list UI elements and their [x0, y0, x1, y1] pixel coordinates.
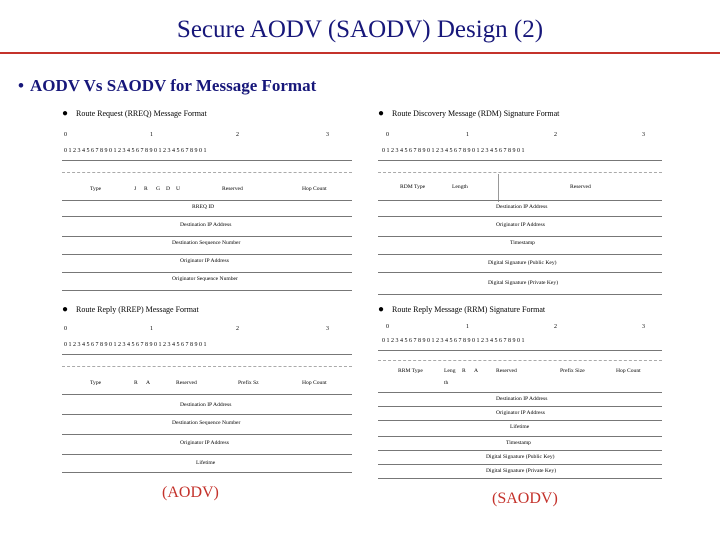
scale-label: 0	[64, 326, 67, 332]
field-flag-r: R	[134, 380, 138, 386]
row-divider	[378, 450, 662, 451]
field-row: Digital Signature (Private Key)	[488, 280, 559, 286]
bullet-dot-icon: •	[18, 76, 24, 95]
scale-label: 2	[236, 132, 239, 138]
field-row: Originator IP Address	[180, 258, 229, 264]
rrep-panel-title	[62, 304, 199, 315]
row-divider	[62, 414, 352, 415]
row-divider	[62, 394, 352, 395]
field-flag-d: D	[166, 186, 171, 192]
field-hop-count: Hop Count	[302, 380, 327, 386]
field-prefix-size: Prefix Sz	[238, 380, 259, 386]
field-row: Destination IP Address	[496, 204, 548, 210]
row-divider	[62, 216, 352, 217]
row-divider	[378, 420, 662, 421]
rdm-panel-title	[378, 108, 559, 119]
row-divider	[62, 290, 352, 291]
row-divider	[378, 254, 662, 255]
row-divider	[62, 434, 352, 435]
row-divider	[378, 464, 662, 465]
scale-label: 3	[642, 324, 645, 330]
field-prefix-size: Prefix Size	[560, 368, 585, 374]
field-row: Digital Signature (Public Key)	[486, 454, 555, 460]
rdm-bit-scale	[378, 132, 662, 142]
row-divider	[378, 436, 662, 437]
bullet-dot-icon: ●	[378, 108, 385, 119]
row-divider	[378, 478, 662, 479]
field-row: Originator IP Address	[496, 222, 545, 228]
slide-title: Secure AODV (SAODV) Design (2)	[176, 16, 544, 43]
rrm-bit-numbers	[378, 336, 662, 348]
field-row: Destination Sequence Number	[172, 240, 241, 246]
field-flag-j: J	[134, 186, 137, 192]
field-rrm-type: RRM Type	[398, 368, 423, 374]
scale-label: 0	[386, 132, 389, 138]
row-divider	[62, 272, 352, 273]
column-divider	[498, 174, 499, 202]
field-flag-a: A	[146, 380, 151, 386]
scale-label: 3	[642, 132, 645, 138]
rrep-bit-numbers	[62, 340, 352, 352]
row-divider	[62, 366, 352, 367]
row-divider	[62, 172, 352, 173]
row-divider	[378, 236, 662, 237]
rdm-title-text: Route Discovery Message (RDM) Signature Format	[392, 109, 560, 118]
field-row: Digital Signature (Public Key)	[488, 260, 557, 266]
bullet-dot-icon: ●	[378, 304, 385, 315]
row-divider	[62, 254, 352, 255]
row-divider	[378, 392, 662, 393]
row-divider	[378, 406, 662, 407]
row-divider	[378, 272, 662, 273]
row-divider	[62, 454, 352, 455]
field-row: Originator IP Address	[496, 410, 545, 416]
field-flag-a: A	[474, 368, 479, 374]
bullet-text: AODV Vs SAODV for Message Format	[29, 76, 317, 95]
field-length: Length	[452, 184, 468, 190]
rrep-bit-scale	[62, 326, 352, 336]
scale-label: 2	[554, 132, 557, 138]
rreq-panel-title	[62, 108, 207, 119]
row-divider	[62, 236, 352, 237]
bullet-item	[18, 76, 316, 96]
field-reserved: Reserved	[570, 184, 591, 190]
scale-label: 1	[150, 326, 153, 332]
field-flag-r: R	[462, 368, 466, 374]
field-rdm-type: RDM Type	[400, 184, 426, 190]
rdm-signature-panel	[378, 108, 662, 298]
title-divider	[0, 52, 720, 54]
field-length: Leng	[444, 368, 456, 374]
scale-label: 3	[326, 132, 329, 138]
field-reserved: Reserved	[176, 380, 197, 386]
scale-label: 1	[150, 132, 153, 138]
field-row: Destination IP Address	[180, 402, 232, 408]
bit-numbers: 0 1 2 3 4 5 6 7 8 9 0 1 2 3 4 5 6 7 8 9 0 1 2 3 4 5 6 7 8 9 0 1	[382, 148, 525, 154]
field-reserved: Reserved	[222, 186, 243, 192]
rrep-title-text: Route Reply (RREP) Message Format	[76, 305, 199, 314]
rrep-format-panel	[62, 304, 352, 474]
field-row: Destination IP Address	[496, 396, 548, 402]
rdm-bit-numbers	[378, 146, 662, 158]
field-row: Timestamp	[510, 240, 535, 246]
row-divider	[62, 160, 352, 161]
row-divider	[378, 172, 662, 173]
field-type: Type	[90, 380, 102, 386]
field-row: Digital Signature (Private Key)	[486, 468, 557, 474]
field-length-cont: th	[444, 380, 449, 386]
field-flag-u: U	[176, 186, 181, 192]
bit-numbers: 0 1 2 3 4 5 6 7 8 9 0 1 2 3 4 5 6 7 8 9 0 1 2 3 4 5 6 7 8 9 0 1	[382, 338, 525, 344]
row-divider	[378, 160, 662, 161]
field-row: Originator Sequence Number	[172, 276, 238, 282]
scale-label: 2	[554, 324, 557, 330]
scale-label: 3	[326, 326, 329, 332]
rreq-title-text: Route Request (RREQ) Message Format	[76, 109, 207, 118]
rreq-bit-scale	[62, 132, 352, 142]
field-row: Destination Sequence Number	[172, 420, 241, 426]
row-divider	[378, 294, 662, 295]
scale-label: 1	[466, 132, 469, 138]
rrm-signature-panel	[378, 304, 662, 480]
field-flag-g: G	[156, 186, 161, 192]
field-hop-count: Hop Count	[616, 368, 641, 374]
field-row: Lifetime	[510, 424, 530, 430]
field-row: Timestamp	[506, 440, 531, 446]
row-divider	[62, 354, 352, 355]
aodv-caption: (AODV)	[162, 484, 219, 501]
row-divider	[378, 200, 662, 201]
field-reserved: Reserved	[496, 368, 517, 374]
bullet-dot-icon: ●	[62, 304, 69, 315]
row-divider	[378, 216, 662, 217]
row-divider	[62, 200, 352, 201]
scale-label: 2	[236, 326, 239, 332]
scale-label: 0	[64, 132, 67, 138]
rreq-bit-numbers	[62, 146, 352, 158]
row-divider	[62, 472, 352, 473]
row-divider	[378, 360, 662, 361]
bullet-dot-icon: ●	[62, 108, 69, 119]
bit-numbers: 0 1 2 3 4 5 6 7 8 9 0 1 2 3 4 5 6 7 8 9 0 1 2 3 4 5 6 7 8 9 0 1	[64, 148, 207, 154]
rreq-format-panel	[62, 108, 352, 294]
rrm-panel-title	[378, 304, 545, 315]
rrm-title-text: Route Reply Message (RRM) Signature Format	[392, 305, 546, 314]
field-row: RREQ ID	[192, 204, 215, 210]
saodv-caption: (SAODV)	[492, 490, 558, 507]
field-hop-count: Hop Count	[302, 186, 327, 192]
row-divider	[378, 350, 662, 351]
field-flag-r: R	[144, 186, 148, 192]
scale-label: 1	[466, 324, 469, 330]
bit-numbers: 0 1 2 3 4 5 6 7 8 9 0 1 2 3 4 5 6 7 8 9 0 1 2 3 4 5 6 7 8 9 0 1	[64, 342, 207, 348]
scale-label: 0	[386, 324, 389, 330]
field-row: Destination IP Address	[180, 222, 232, 228]
field-type: Type	[90, 186, 102, 192]
rrm-bit-scale	[378, 324, 662, 334]
field-row: Originator IP Address	[180, 440, 229, 446]
field-row: Lifetime	[196, 460, 216, 466]
